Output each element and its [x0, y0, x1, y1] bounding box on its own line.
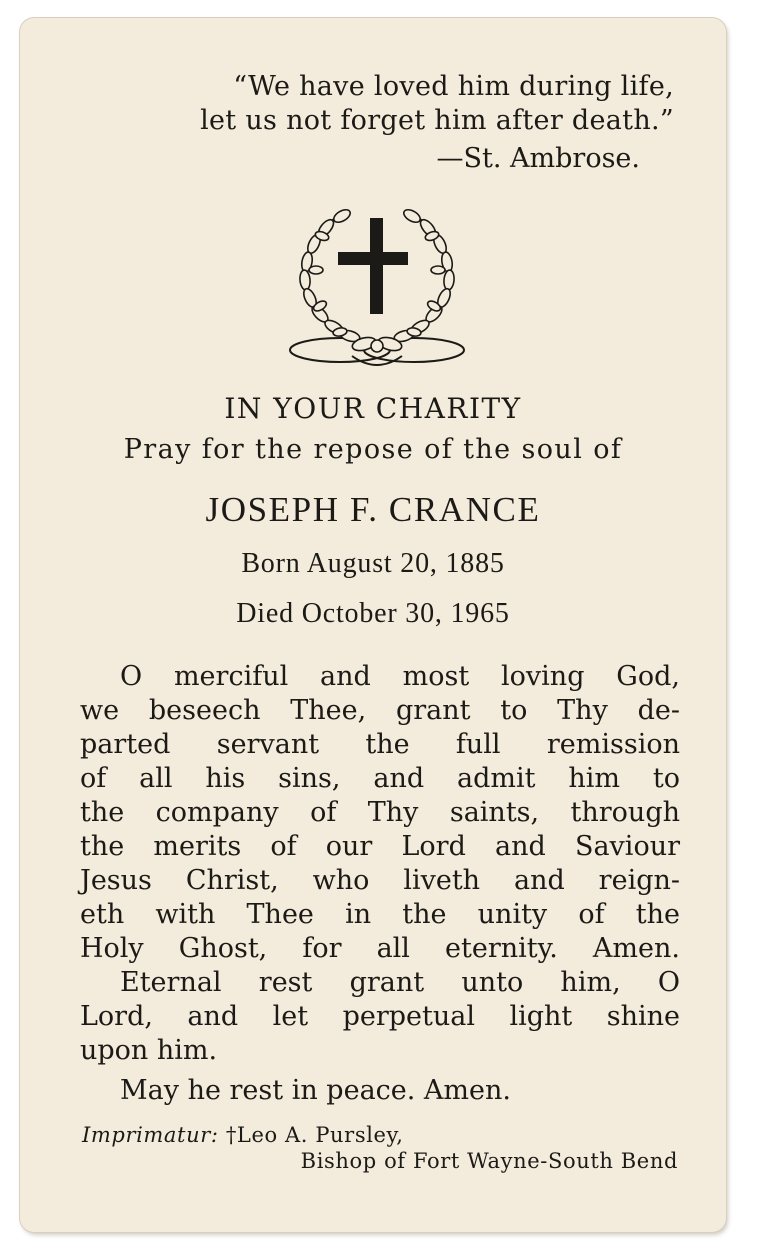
quote-author: —St. Ambrose. — [436, 143, 640, 174]
prayer-paragraph — [80, 660, 680, 966]
prayer-paragraph — [80, 966, 680, 1068]
prayer-line: Lord, and let perpetual light shine — [80, 1001, 680, 1032]
death-date: Died October 30, 1965 — [236, 598, 510, 629]
prayer-card — [20, 18, 726, 1232]
deceased-name: JOSEPH F. CRANCE — [205, 490, 541, 529]
bishop-title: Bishop of Fort Wayne-South Bend — [300, 1149, 678, 1173]
prayer-line: upon him. — [80, 1035, 218, 1066]
pray-line: Pray for the repose of the soul of — [123, 434, 623, 465]
prayer-line: Jesus Christ, who liveth and reign- — [80, 865, 680, 896]
prayer-paragraph — [80, 1074, 680, 1108]
charity-heading: IN YOUR CHARITY — [224, 392, 522, 425]
prayer-line: parted servant the full remission — [80, 729, 680, 760]
prayer-line: of all his sins, and admit him to — [80, 763, 680, 794]
imprimatur-signer: †Leo A. Pursley, — [225, 1123, 404, 1147]
birth-date: Born August 20, 1885 — [241, 548, 505, 579]
cross-wreath-icon — [282, 194, 472, 384]
imprimatur — [82, 1122, 403, 1148]
quote-line: “We have loved him during life, — [233, 71, 674, 102]
prayer-line: the merits of our Lord and Saviour — [80, 831, 680, 862]
imprimatur-label: Imprimatur: — [82, 1123, 219, 1147]
quote — [78, 70, 674, 138]
prayer-line: the company of Thy saints, through — [80, 797, 680, 828]
prayer-line: May he rest in peace. Amen. — [120, 1075, 511, 1106]
prayer-line: Eternal rest grant unto him, O — [120, 967, 680, 998]
prayer-line: we beseech Thee, grant to Thy de- — [80, 695, 680, 726]
prayer-line: Holy Ghost, for all eternity. Amen. — [80, 933, 680, 964]
quote-line: let us not forget him after death.” — [200, 105, 674, 136]
prayer-line: eth with Thee in the unity of the — [80, 899, 680, 930]
prayer-line: O merciful and most loving God, — [120, 661, 680, 692]
